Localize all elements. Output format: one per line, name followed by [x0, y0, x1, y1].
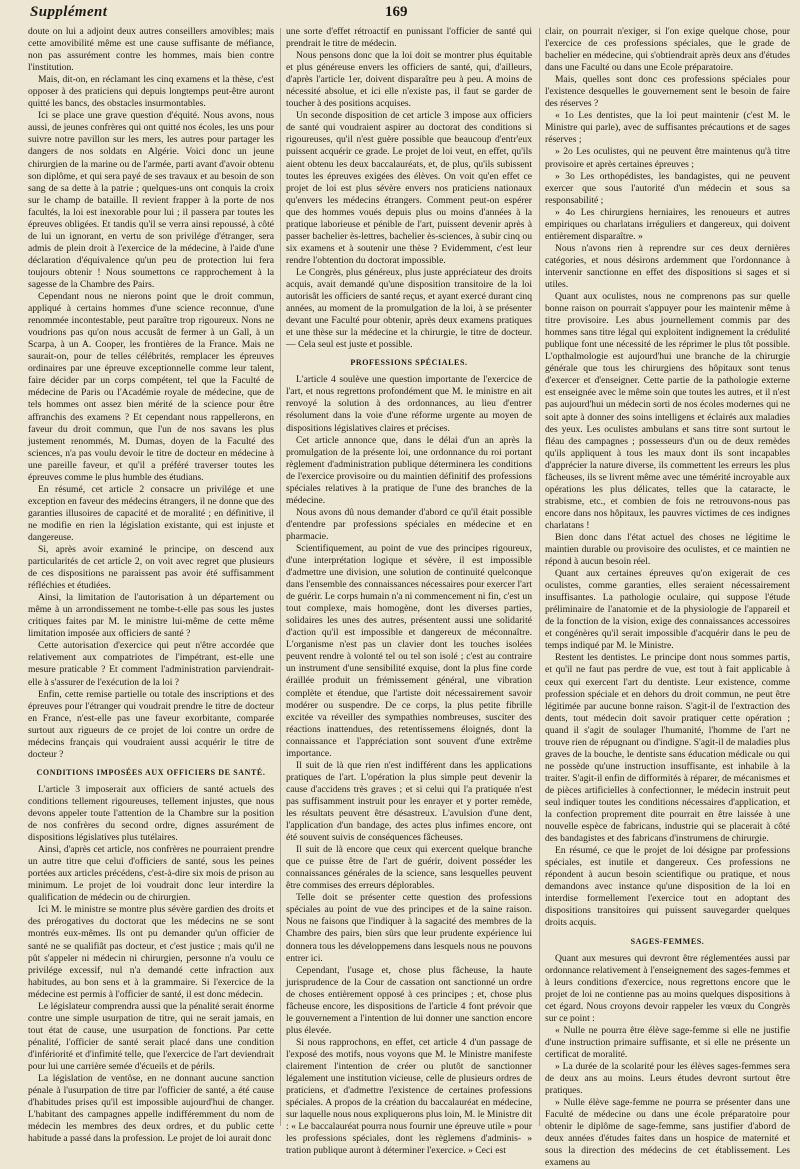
- paragraph: Il suit de là que rien n'est indifférent dans les applications pratiques de l'art. L'opération la plus simple peut devenir la cause d'accidens très graves ; et si celui qui l'a pratiquée n'est pas suffisamment instruit pour les enrayer et y porter remède, les résultats peuvent être désastreux. L'avulsion d'une dent, l'application d'un bandage, des actes plus infimes encore, ont été souvent suivis de conséquences fâcheuses.: [286, 759, 532, 844]
- paragraph: Ainsi, d'après cet article, nos confrères ne pourraient prendre un autre titre que celui d'officiers de santé, sous les peines portées aux articles précédens, c'est-à-dire six mois de prison au minimum. Le projet de loi voudrait donc leur interdire la qualification de médecin ou de chirurgien.: [28, 844, 274, 904]
- paragraph: Nous avons dû nous demander d'abord ce qu'il était possible d'entendre par professions spéciales en médecine et en pharmacie.: [286, 506, 532, 542]
- paragraph: Si, après avoir examiné le principe, on descend aux particularités de cet article 2, on voit avec regret que plusieurs de ces dispositions ne paraissent pas avoir été suffisamment réfléchies et étudiées.: [28, 544, 274, 592]
- column-2: [286, 26, 532, 1157]
- paragraph: Le Congrès, plus généreux, plus juste appréciateur des droits acquis, avait demandé qu'une disposition transitoire de la loi autorisât les officiers de santé reçus, et ayant exercé durant cinq années, au moment de la promulgation de la loi, à se présenter devant une Faculté pour obtenir, après deux examens pratiques et une thèse sur la médecine et la chirurgie, le titre de docteur. — Cela seul est juste et possible.: [286, 266, 532, 351]
- paragraph: Un seconde disposition de cet article 3 impose aux officiers de santé qui voudraient aspirer au doctorat des conditions si rigoureuses, qu'il n'est guère possible que beaucoup d'entr'eux puissent acquérir ce grade. Le projet de loi veut, en effet, qu'ils aient obtenu les deux baccalauréats, et, de plus, qu'ils subissent toutes les épreuves exigées des élèves. On voit qu'en effet ce projet de loi est plus sévère envers nos praticiens nationaux qu'envers les médecins étrangers. Comment peut-on espérer que des hommes voués depuis plus ou moins d'années à la pratique laborieuse et pénible de l'art, puissent devenir après à passer bachelier ès-lettres, bachelier ès-sciences, à subir cinq ou six examens et à soutenir une thèse ? Evidemment, c'est leur rendre l'obtention du doctorat impossible.: [286, 110, 532, 266]
- paragraph: Si nous rapprochons, en effet, cet article 4 d'un passage de l'exposé des motifs, nous voyons que M. le Ministre manifeste clairement l'intention de créer ou plutôt de sanctionner légalement une institution vicieuse, celle de plusieurs ordres de praticiens, et d'admettre l'existence de certaines professions spéciales. A propos de la création du baccalauréat en médecine, sur laquelle nous nous expliquerons plus loin, M. le Ministre dit : « Le baccalauréat pourra nous fournir une épreuve utile » pour les professions spéciales, dont les règlemens d'adminis- » tration publique auront à déterminer l'exercice. » Ceci est: [286, 1036, 532, 1157]
- paragraph: Mais, quelles sont donc ces professions spéciales pour l'existence desquelles le gouvernement sent le besoin de faire des réserves ?: [545, 74, 790, 110]
- column-divider: [280, 28, 281, 1126]
- column-3: [545, 26, 790, 1169]
- paragraph: Cependant, l'usage et, chose plus fâcheuse, la haute jurisprudence de la Cour de cassation ont sanctionné un ordre de choses entièrement opposé à ces principes ; et, chose plus fâcheuse encore, les dispositions de l'article 4 font prévoir que le gouvernement a l'intention de lui donner une sanction encore plus élevée.: [286, 964, 532, 1036]
- paragraph: doute on lui a adjoint deux autres conseillers amovibles; mais cette amovibilité même est une cause suffisante de méfiance, non pas assurément contre les hommes, mais bien contre l'institution.: [28, 26, 274, 74]
- supplement-title: Supplément: [30, 4, 108, 20]
- paragraph: » La durée de la scolarité pour les élèves sages-femmes sera de deux ans au moins. Leurs études devront surtout être pratiques.: [545, 1060, 790, 1097]
- paragraph: Quant aux certaines épreuves qu'on exigerait de ces oculistes, comme garanties, elles seraient nécessairement insuffisantes. La pathologie oculaire, qui suppose l'étude préliminaire de l'anatomie et de la physiologie de l'appareil et de la fonction de la vision, exige des connaissances accessoires et congénères qu'il serait impossible d'acquérir dans le peu de temps indiqué par M. le Ministre.: [545, 568, 790, 652]
- paragraph: Quant aux oculistes, nous ne comprenons pas sur quelle bonne raison on pourrait s'appuyer pour les maintenir même à titre provisoire. Les abus journellement commis par des hommes sans titre légal qui exploitent indignement la crédulité publique font une nécessité de les réprimer le plus tôt possible. L'opthalmologie est aujourd'hui une branche de la chirurgie générale que tous les chirurgiens des hôpitaux sont tenus d'exercer et d'enseigner. Cette partie de la pathologie externe est enseignée avec le même soin que toutes les autres, et il n'est pas aujourd'hui un médecin sorti de nos écoles modernes qui ne soit apte à donner des soins intelligens et éclairés aux maladies des yeux. Les oculistes ambulans et sans titre sont surtout le fléau des campagnes ; possesseurs d'un ou de deux remèdes qu'ils appliquent à tous les maux dont ils sont incapables d'apprécier la nature diverse, ils commettent les erreurs les plus fâcheuses, ils se livrent même avec une témérité incroyable aux opérations les plus délicates, telles que la cataracte, le strabisme, etc., et combien de fois ne retrouvons-nous pas encore dans nos hôpitaux, les pauvres victimes de ces indignes charlatans !: [545, 291, 790, 531]
- section-heading: PROFESSIONS SPÉCIALES.: [350, 358, 468, 368]
- column-divider: [539, 28, 540, 1126]
- section-heading: SAGES-FEMMES.: [630, 936, 705, 946]
- paragraph: En résumé, cet article 2 consacre un privilége et une exception en faveur des médecins étrangers, il ne donne que des garanties illusoires de capacité et de moralité ; en définitive, il ne modifie en rien la législation existante, qui est injuste et dangereuse.: [28, 483, 274, 543]
- paragraph: Mais, dit-on, en réclamant les cinq examens et la thèse, c'est opposer à des praticiens qui depuis longtemps peut-être auront quitté les bancs, des obstacles insurmontables.: [28, 74, 274, 110]
- paragraph: Cependant nous ne nierons point que le droit commun, appliqué à certains hommes d'une science reconnue, d'une renommée incontestable, peut paraître trop rigoureux. Nons ne voudrions pas qu'on nous accusât de fermer à un Gall, à un Scarpa, à un A. Cooper, les frontières de la France. Mais ne saurait-on, pour de telles célébrités, remplacer les épreuves ordinaires par une épreuve exceptionnelle comme leur talent, faire décider par un corps compétent, tel que la Faculté de médecine de Paris ou l'Académie royale de médecine, que de tels hommes ont assez bien mérité de la science pour être affranchis des examens ? Et cependant nous rappellerons, en faveur du droit commun, que l'un de nos savans les plus justement renommés, M. Dumas, doyen de la Faculté des sciences, n'a pas voulu devoir le titre de docteur en médecine à une pareille faveur, et qu'il a préféré traverser toutes les épreuves comme le plus humble des étudians.: [28, 291, 274, 483]
- paragraph: Ainsi, la limitation de l'autorisation à un département ou même à un arrondissement ne tombe-t-elle pas sous les justes critiques faites par M. le ministre lui-même de cette même limitation imposée aux officiers de santé ?: [28, 592, 274, 640]
- paragraph: Ici M. le ministre se montre plus sévère gardien des droits et des prérogatives du doctorat que les médecins ne se sont montrés eux-mêmes. Ils ont pu demander qu'un officier de santé ne se qualifiât pas docteur, et c'est justice ; mais qu'il ne pût s'appeler ni médecin ni chirurgien, personne n'a voulu ce privilége excessif, nul n'a demandé cette infraction aux habitudes, au bon sens et à la grammaire. Si l'exercice de la médecine est permis à l'officier de santé, il est donc médecin.: [28, 904, 274, 1000]
- paragraph: Scientifiquement, au point de vue des principes rigoureux, d'une interprétation logique et sévère, il est impossible d'admettre une division, une solution de continuité quelconque dans l'ensemble des connaissances nécessaires pour exercer l'art de guérir. Le corps humain n'a ni commencement ni fin, c'est un tout complexe, mais homogène, dont les diverses parties, solidaires les unes des autres, présentent aussi une solidarité d'action qu'il est impossible et dangereux de méconnaître. L'organisme n'est pas un clavier dont les touches isolées peuvent rendre à volonté tel ou tel son isolé ; c'est au contraire un instrument d'une sensibilité exquise, dont la plus fine corde éraillée produit un frémissement général, une vibration complète et étendue, que l'artiste doit nécessairement savoir modérer ou suspendre. De ce corps, la plus petite fibrille excitée va réveiller des sympathies nombreuses, susciter des réactions inattendues, des retentissemens éloignés, dont la connaissance et l'appréciation sont souvent d'une extrême importance.: [286, 542, 532, 759]
- paragraph: une sorte d'effet rétroactif en punissant l'officier de santé qui prendrait le titre de médecin.: [286, 26, 532, 50]
- paragraph: Il suit de là encore que ceux qui exercent quelque branche que ce puisse être de l'art de guérir, doivent posséder les connaissances générales de la science, sans lesquelles peuvent être commises des erreurs déplorables.: [286, 844, 532, 892]
- page-header: [0, 4, 800, 28]
- paragraph: Quant aux mesures qui devront être réglementées aussi par ordonnance relativement à l'enseignement des sages-femmes et à leurs conditions d'exercice, nous regrettons encore que le projet de loi ne contienne pas au moins quelques dispositions à cet égard. Nous croyons devoir rappeler les vœux du Congrès sur ce point :: [545, 952, 790, 1024]
- paragraph: « 1o Les dentistes, que la loi peut maintenir (c'est M. le Ministre qui parle), avec de suffisantes précautions et de sages réserves ;: [545, 110, 790, 146]
- page-number: 169: [385, 4, 408, 20]
- paragraph: « Nulle ne pourra être élève sage-femme si elle ne justifie d'une instruction primaire suffisante, et si elle ne présente un certificat de moralité.: [545, 1024, 790, 1060]
- paragraph: Nous pensons donc que la loi doit se montrer plus équitable et plus généreuse envers les officiers de santé, qui, d'ailleurs, d'après l'article 1er, doivent disparaître peu à peu. A moins de nécessité absolue, et ici elle n'existe pas, il faut se garder de toucher à des positions acquises.: [286, 50, 532, 110]
- paragraph: En résumé, ce que le projet de loi désigne par professions spéciales, est inutile et dangereux. Ces professions ne répondent à aucun besoin scientifique ou pratique, et nous demandons avec instance qu'une disposition de la loi en interdise formellement l'exercice tout en adoptant des dispositions transitoires qui puissent sauvegarder quelques droits acquis.: [545, 845, 790, 929]
- section-heading: CONDITIONS IMPOSÉES AUX OFFICIERS DE SANTÉ.: [36, 767, 266, 777]
- paragraph: Telle doit se présenter cette question des professions spéciales au point de vue des principes et de la saine raison. Nous ne faisons que l'indiquer à la sagacité des membres de la Chambre des pairs, bien sûrs que leur prudente expérience lui donnera tous les développemens dans lesquels nous ne pouvons entrer ici.: [286, 892, 532, 964]
- paragraph: Enfin, cette remise partielle ou totale des inscriptions et des épreuves pour l'étranger qui voudrait prendre le titre de docteur en France, n'est-elle pas une faveur exorbitante, comparée surtout aux rigueurs de ce projet de loi contre un ordre de médecins français qui voudraient aussi acquérir le titre de docteur ?: [28, 688, 274, 760]
- paragraph: Bien donc dans l'état actuel des choses ne légitime le maintien durable ou provisoire des oculistes, et ce maintien ne répond à aucun besoin réel.: [545, 531, 790, 568]
- paragraph: Ici se place une grave question d'équité. Nous avons, nous aussi, de jeunes confrères qui ont quitté nos écoles, les uns pour suivre notre pavillon sur les mers, les autres pour partager les dangers de nos soldats en Algérie. Voici donc un jeune chirurgien de la marine ou de l'armée, parti avant d'avoir obtenu son diplôme, et qui sera payé de ses travaux et au besoin de son sang de sa dette à la patrie ; quelques-uns ont conquis la croix sur le champ de bataille. Il revient frapper à la porte de nos facultés, la loi est inexorable pour lui ; il passera par toutes les épreuves obligées. Et tandis qu'il se verra ainsi repoussé, à côté de lui un ignorant, en vertu de son privilége d'étranger, sera admis de plein droit à l'exercice de la médecine, à l'aide d'une déclaration d'équivalence qu'un peu de protection lui fera toujours obtenir ! Nous soumettons ce rapprochement à la sagesse de la Chambre des Pairs.: [28, 110, 274, 290]
- column-1: [28, 26, 274, 1145]
- paragraph: » 3o Les orthopédistes, les bandagistes, qui ne peuvent exercer que sous l'autorité d'un médecin et sous sa responsabilité ;: [545, 170, 790, 206]
- paragraph: clair, on pourrait n'exiger, si l'on exige quelque chose, pour l'exercice de ces professions spéciales, que le grade de bachelier en médecine, qui s'obtiendrait après deux ans d'études dans une Faculté ou dans une Ecole préparatoire.: [545, 26, 790, 74]
- paragraph: L'article 3 imposerait aux officiers de santé actuels des conditions tellement rigoureuses, tellement injustes, que nous devons appeler toute l'attention de la Chambre sur la position de nos confrères du second ordre, dignes assurément de dispositions législatives plus tutélaires.: [28, 783, 274, 844]
- paragraph: Nous n'avons rien à reprendre sur ces deux dernières catégories, et nous désirons ardemment que l'ordonnance à intervenir sanctionne en effet des dispositions si sages et si utiles.: [545, 242, 790, 290]
- paragraph: Cette autorisation d'exercice qui peut n'être accordée que relativement aux compatriotes de l'impétrant, est-elle une mesure praticable ? Et comment l'administration parviendrait-elle à s'assurer de l'exécution de la loi ?: [28, 640, 274, 688]
- paragraph: Restent les dentistes. Le principe dont nous sommes partis, et qu'il ne faut pas perdre de vue, est tout à fait applicable à ceux qui exercent l'art du dentiste. Leur existence, comme profession spéciale et en dehors du droit commun, ne peut être légitimée par aucune bonne raison. S'agit-il de l'extraction des dents, tout médecin doit savoir pratiquer cette opération ; quand il s'agit de soulager l'humanité, l'homme de l'art ne trouve rien de répugnant ou d'indigne. S'agit-il de maladies plus graves de la bouche, le dentiste sans éducation médicale ou qui ne possède qu'une instruction insuffisante, est inhabile à la traiter. S'agit-il enfin de difformités à réparer, de mécanismes et de pièces artificielles à confectionner, le médecin instruit peut seul indiquer toutes les conditions nécessaires d'application, et la confection proprement dite pourrait en être laissée à une nouvelle espèce de fabricans, industrie qui se placerait à côté des bandagistes et des fabricans d'instrumens de chirurgie.: [545, 652, 790, 845]
- paragraph: » 4o Les chirurgiens herniaires, les renoueurs et autres empiriques ou charlatans irréguliers et dangereux, qui doivent entièrement disparaître. »: [545, 206, 790, 242]
- paragraph: Cet article annonce que, dans le délai d'un an après la promulgation de la présente loi, une ordonnance du roi portant règlement d'administration publique déterminera les conditions de l'exercice provisoire ou du maintien définitif des professions spéciales relatives à la pratique de l'une des branches de la médecine.: [286, 434, 532, 506]
- paragraph: Le législateur comprendra aussi que la pénalité serait énorme contre une simple usurpation de titre, qui ne serait jamais, en tout état de cause, une usurpation de fonctions. Par cette pénalité, l'officier de santé serait placé dans une condition d'infériorité et d'infimité telle, que l'exercice de l'art deviendrait pour lui une carrière semée d'écueils et de périls.: [28, 1000, 274, 1072]
- paragraph: » 2o Les oculistes, qui ne peuvent être maintenus qu'à titre provisoire et après certaines épreuves ;: [545, 146, 790, 170]
- paragraph: La législation de ventôse, en ne donnant aucune sanction pénale à l'usurpation de titre par l'officier de santé, a été cause d'habitudes prises qu'il est impossible aujourd'hui de changer. L'habitant des campagnes appelle indifféremment du nom de médecin les membres des deux ordres, et du public cette habitude a passé dans la profession. Le projet de loi aurait donc: [28, 1073, 274, 1145]
- paragraph: L'article 4 soulève une question importante de l'exercice de l'art, et nous regrettons profondément que M. le ministre en ait renvoyé la solution à des ordonnances, au lieu d'entrer résolument dans la voie d'une réforme urgente au moyen de dispositions législatives claires et précises.: [286, 374, 532, 434]
- paragraph: » Nulle élève sage-femme ne pourra se présenter dans une Faculté de médecine ou dans une école préparatoire pour obtenir le diplôme de sage-femme, sans justifier d'abord de deux années d'études faites dans un hospice de maternité et sous la direction des médecins de cet établissement. Les examens au: [545, 1097, 790, 1169]
